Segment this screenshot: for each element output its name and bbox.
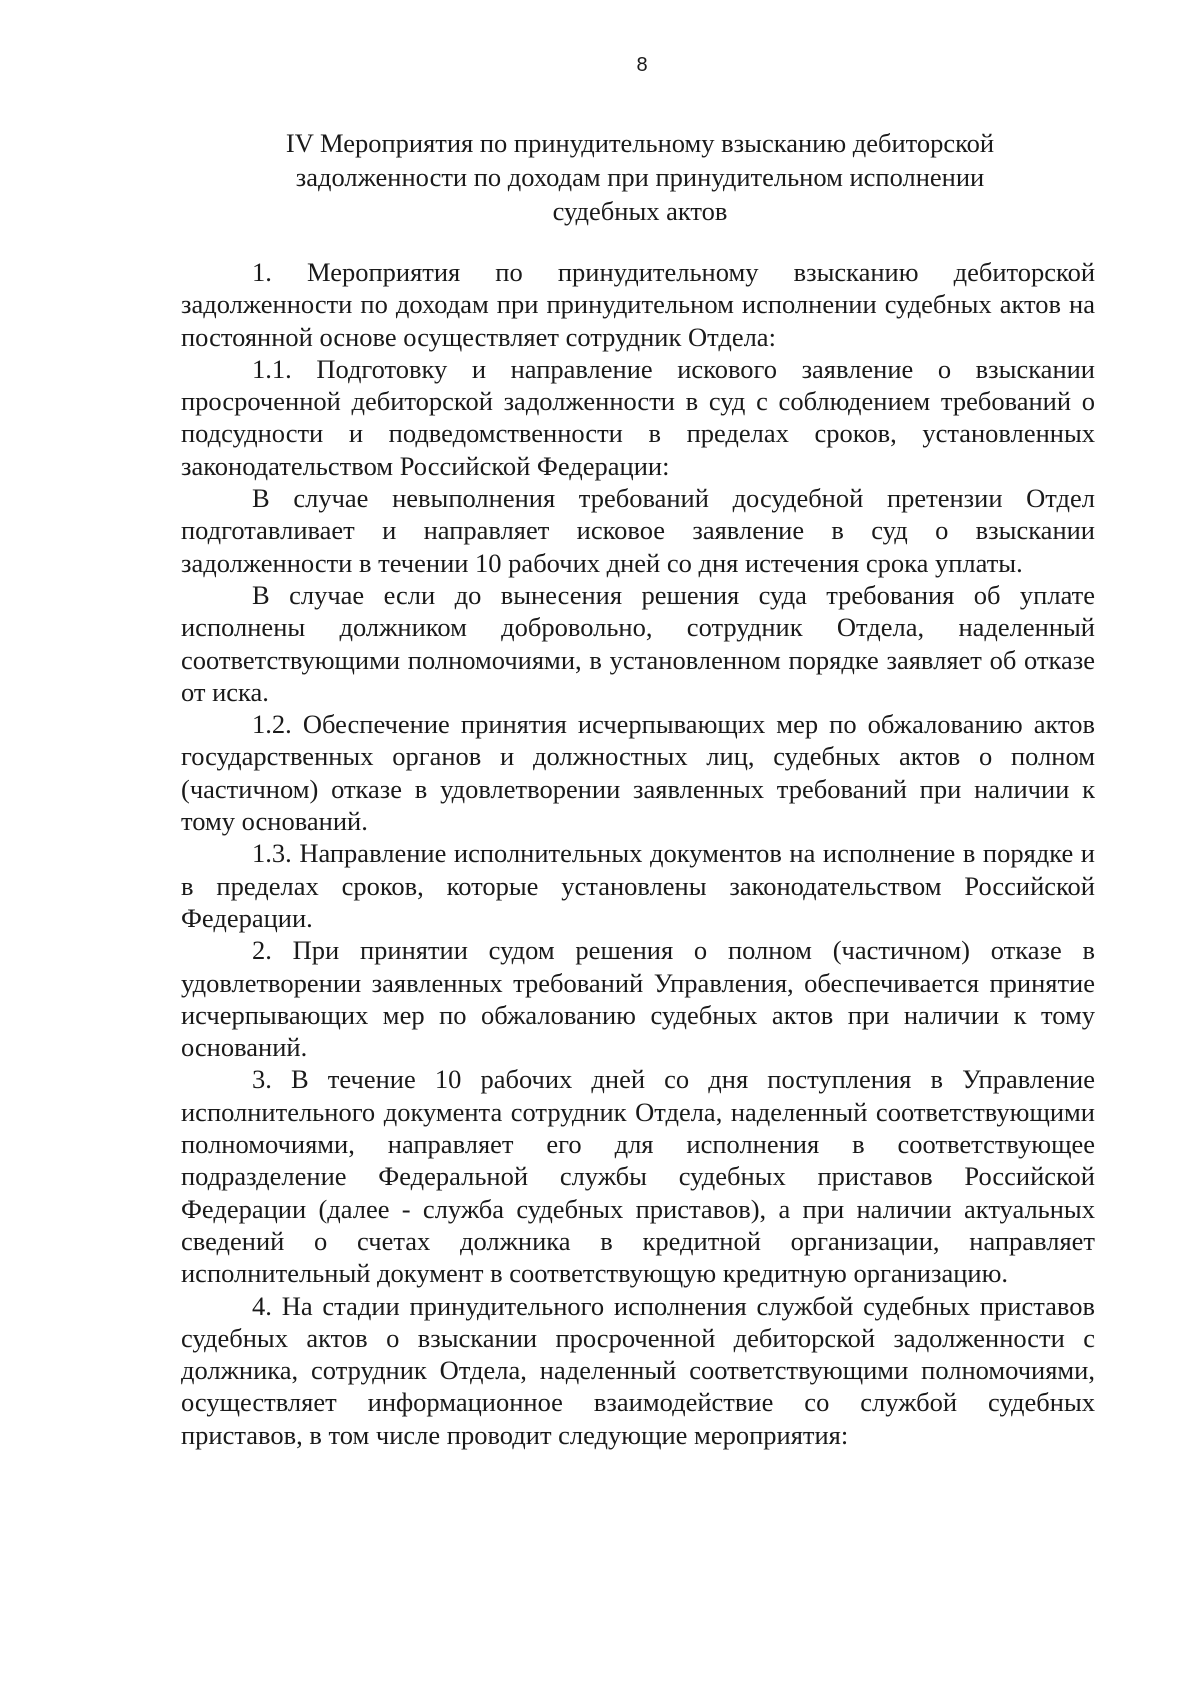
paragraph-1-1-b: В случае если до вынесения решения суда требования об уплате исполнены должником добровольно, сотрудник Отдела, наделенный соответствующими полномочиями, в установленном порядке заявляет об отказе от иска. (181, 579, 1095, 707)
paragraph-2: 2. При принятии судом решения о полном (частичном) отказе в удовлетворении заявленных требований Управления, обеспечивается принятие исчерпывающих мер по обжалованию судебных актов при наличии к тому оснований. (181, 935, 1095, 1063)
paragraph-1: 1. Мероприятия по принудительному взысканию дебиторской задолженности по доходам при принудительном исполнении судебных актов на постоянной основе осуществляет сотрудник Отдела: (181, 257, 1095, 352)
paragraph-1-1: 1.1. Подготовку и направление искового заявление о взыскании просроченной дебиторской задолженности в суд с соблюдением требований о подсудности и подведомственности в пределах сроков, установленных законодательством Российской Федерации: (181, 353, 1095, 481)
paragraph-1-1-a: В случае невыполнения требований досудебной претензии Отдел подготавливает и направляет исковое заявление в суд о взыскании задолженности в течении 10 рабочих дней со дня истечения срока уплаты. (181, 483, 1095, 578)
section-title: IV Мероприятия по принудительному взысканию дебиторской задолженности по доходам при принудительном исполнении судебных актов (285, 128, 995, 226)
document-body (181, 256, 1095, 1451)
paragraph-3: 3. В течение 10 рабочих дней со дня поступления в Управление исполнительного документа сотрудник Отдела, наделенный соответствующими полномочиями, направляет его для исполнения в соответствующее подразделение Федеральной службы судебных приставов Российской Федерации (далее - служба судебных приставов), а при наличии актуальных сведений о счетах должника в кредитной организации, направляет исполнительный документ в соответствующую кредитную организацию. (181, 1064, 1095, 1289)
paragraph-1-2: 1.2. Обеспечение принятия исчерпывающих мер по обжалованию актов государственных органов и должностных лиц, судебных актов о полном (частичном) отказе в удовлетворении заявленных требований при наличии к тому оснований. (181, 709, 1095, 837)
page-number: 8 (636, 54, 648, 76)
paragraph-1-3: 1.3. Направление исполнительных документов на исполнение в порядке и в пределах сроков, которые установлены законодательством Российской Федерации. (181, 838, 1095, 933)
paragraph-4: 4. На стадии принудительного исполнения службой судебных приставов судебных актов о взыскании просроченной дебиторской задолженности с должника, сотрудник Отдела, наделенный соответствующими полномочиями, осуществляет информационное взаимодействие со службой судебных приставов, в том числе проводит следующие мероприятия: (181, 1290, 1095, 1450)
